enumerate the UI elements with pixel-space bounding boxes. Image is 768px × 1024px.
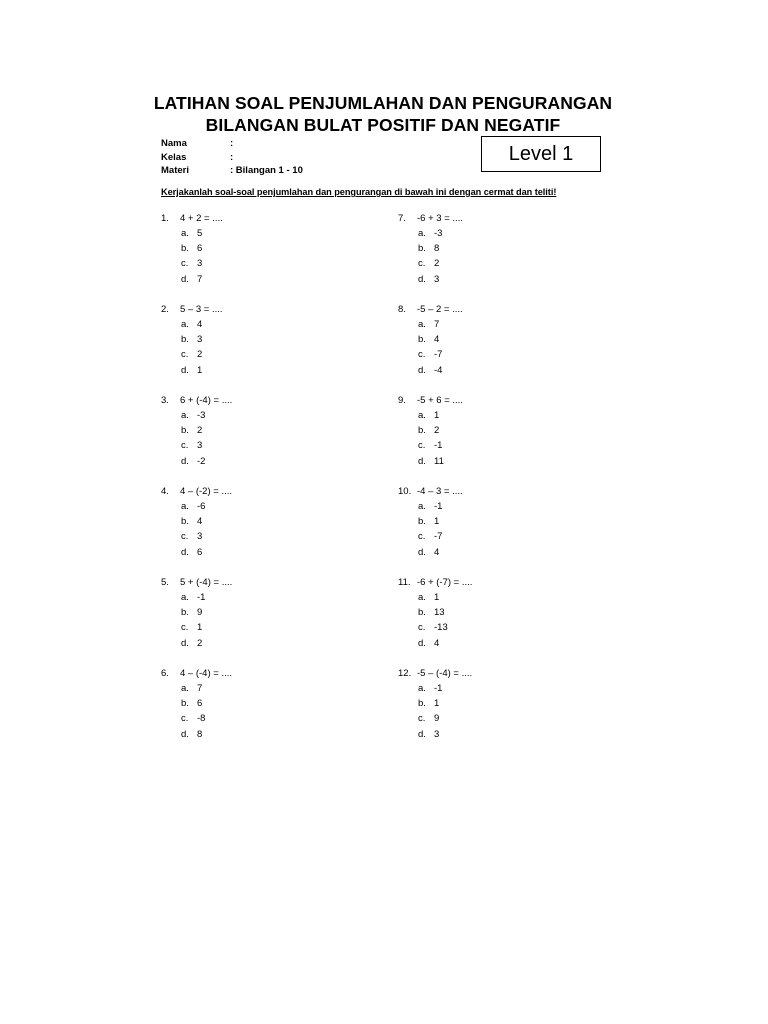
meta-value: : Bilangan 1 - 10 <box>230 165 303 176</box>
question-number: 8. <box>398 304 406 315</box>
option-value: 6 <box>197 698 203 710</box>
option-value: 4 <box>434 637 440 649</box>
option-letter: c. <box>418 258 426 270</box>
option-letter: a. <box>181 228 189 239</box>
question-text: -5 + 6 = .... <box>417 395 463 406</box>
option-value: -7 <box>434 349 443 361</box>
question-text: -6 + (-7) = .... <box>417 577 473 588</box>
option-value: 11 <box>434 455 444 467</box>
option-letter: d. <box>418 455 426 467</box>
option-value: 6 <box>197 243 203 255</box>
question-number: 2. <box>161 304 169 315</box>
option-value: 8 <box>434 243 440 255</box>
option-value: -13 <box>434 622 448 634</box>
option-value: 13 <box>434 607 445 619</box>
option-letter: a. <box>418 410 426 421</box>
option-letter: d. <box>418 546 426 558</box>
option-letter: a. <box>181 319 189 330</box>
meta-label: Kelas <box>161 151 187 163</box>
question-text: -4 – 3 = .... <box>417 486 463 497</box>
option-letter: a. <box>418 319 426 330</box>
option-value: -1 <box>197 592 206 603</box>
option-value: -7 <box>434 531 443 543</box>
option-value: 6 <box>197 546 203 558</box>
question-number: 6. <box>161 668 169 679</box>
option-value: 3 <box>197 531 203 543</box>
option-letter: b. <box>181 425 189 437</box>
option-value: 2 <box>434 258 440 270</box>
option-value: 1 <box>434 592 440 603</box>
option-letter: c. <box>181 622 189 634</box>
option-letter: b. <box>418 243 426 255</box>
option-letter: a. <box>418 228 426 239</box>
option-value: 7 <box>197 273 203 285</box>
option-letter: a. <box>418 592 426 603</box>
option-letter: a. <box>418 683 426 694</box>
option-value: -3 <box>197 410 206 421</box>
option-letter: c. <box>418 349 426 361</box>
option-letter: d. <box>181 273 189 285</box>
option-letter: c. <box>181 713 189 725</box>
option-letter: d. <box>181 546 189 558</box>
option-letter: d. <box>181 364 189 376</box>
option-value: 1 <box>197 364 203 376</box>
title-line-1: LATIHAN SOAL PENJUMLAHAN DAN PENGURANGAN <box>153 93 613 113</box>
question-number: 11. <box>398 577 411 588</box>
level-badge: Level 1 <box>481 136 601 172</box>
question-text: 5 + (-4) = .... <box>180 577 233 588</box>
question-number: 12. <box>398 668 412 679</box>
option-letter: c. <box>418 531 426 543</box>
option-letter: b. <box>181 698 189 710</box>
option-letter: b. <box>418 698 426 710</box>
option-letter: d. <box>418 273 426 285</box>
option-letter: b. <box>181 516 189 528</box>
option-letter: b. <box>418 425 426 437</box>
option-letter: a. <box>181 501 189 512</box>
question-number: 4. <box>161 486 169 497</box>
option-letter: b. <box>181 334 189 346</box>
question-number: 1. <box>161 213 169 224</box>
option-value: -6 <box>197 501 206 512</box>
option-letter: a. <box>181 410 189 421</box>
option-value: -2 <box>197 455 206 467</box>
option-letter: a. <box>181 592 189 603</box>
question-number: 3. <box>161 395 169 406</box>
option-value: 3 <box>434 728 440 740</box>
option-value: 9 <box>434 713 440 725</box>
option-value: -1 <box>434 440 443 452</box>
option-letter: a. <box>418 501 426 512</box>
question-text: 4 – (-4) = .... <box>180 668 233 679</box>
option-value: 7 <box>434 319 440 330</box>
option-value: 3 <box>434 273 440 285</box>
meta-label: Nama <box>161 138 187 149</box>
question-text: 4 + 2 = .... <box>180 213 223 224</box>
option-letter: d. <box>181 455 189 467</box>
option-value: 2 <box>197 349 203 361</box>
option-letter: b. <box>418 607 426 619</box>
option-value: -3 <box>434 228 443 239</box>
option-letter: a. <box>181 683 189 694</box>
option-letter: b. <box>418 516 426 528</box>
option-value: 4 <box>197 319 203 330</box>
question-text: 5 – 3 = .... <box>180 304 223 315</box>
option-value: 5 <box>197 228 203 239</box>
instruction-text: Kerjakanlah soal-soal penjumlahan dan pengurangan di bawah ini dengan cermat dan teliti! <box>161 187 557 197</box>
option-value: 3 <box>197 334 203 346</box>
meta-value: : <box>230 151 234 163</box>
question-text: -5 – (-4) = .... <box>417 668 473 679</box>
option-letter: c. <box>418 713 426 725</box>
option-letter: c. <box>181 531 189 543</box>
option-letter: d. <box>181 728 189 740</box>
question-number: 10. <box>398 486 412 497</box>
option-letter: d. <box>181 637 189 649</box>
question-number: 5. <box>161 577 169 588</box>
question-text: 6 + (-4) = .... <box>180 395 233 406</box>
option-value: -1 <box>434 683 443 694</box>
option-letter: c. <box>418 622 426 634</box>
option-value: 2 <box>434 425 440 437</box>
option-value: 3 <box>197 440 203 452</box>
option-value: 1 <box>434 516 440 528</box>
option-letter: c. <box>181 258 189 270</box>
question-number: 9. <box>398 395 406 406</box>
option-letter: d. <box>418 637 426 649</box>
option-letter: d. <box>418 364 426 376</box>
option-value: 2 <box>197 637 203 649</box>
meta-value: : <box>230 138 234 149</box>
option-value: 2 <box>197 425 203 437</box>
question-text: -6 + 3 = .... <box>417 213 463 224</box>
option-letter: c. <box>181 440 189 452</box>
option-letter: b. <box>181 243 189 255</box>
option-letter: b. <box>418 334 426 346</box>
option-letter: d. <box>418 728 426 740</box>
option-value: 1 <box>434 410 440 421</box>
option-value: 3 <box>197 258 203 270</box>
option-value: 8 <box>197 728 203 740</box>
option-value: -4 <box>434 364 443 376</box>
option-value: 7 <box>197 683 203 694</box>
option-letter: c. <box>418 440 426 452</box>
option-value: 4 <box>434 334 440 346</box>
question-text: -5 – 2 = .... <box>417 304 463 315</box>
option-value: 1 <box>197 622 203 634</box>
question-text: 4 – (-2) = .... <box>180 486 233 497</box>
question-number: 7. <box>398 213 406 224</box>
option-value: 1 <box>434 698 440 710</box>
option-value: 4 <box>434 546 440 558</box>
title-line-2: BILANGAN BULAT POSITIF DAN NEGATIF <box>205 115 561 135</box>
option-value: 9 <box>197 607 203 619</box>
option-letter: b. <box>181 607 189 619</box>
meta-label: Materi <box>161 165 189 176</box>
option-letter: c. <box>181 349 189 361</box>
option-value: 4 <box>197 516 203 528</box>
option-value: -8 <box>197 713 206 725</box>
option-value: -1 <box>434 501 443 512</box>
